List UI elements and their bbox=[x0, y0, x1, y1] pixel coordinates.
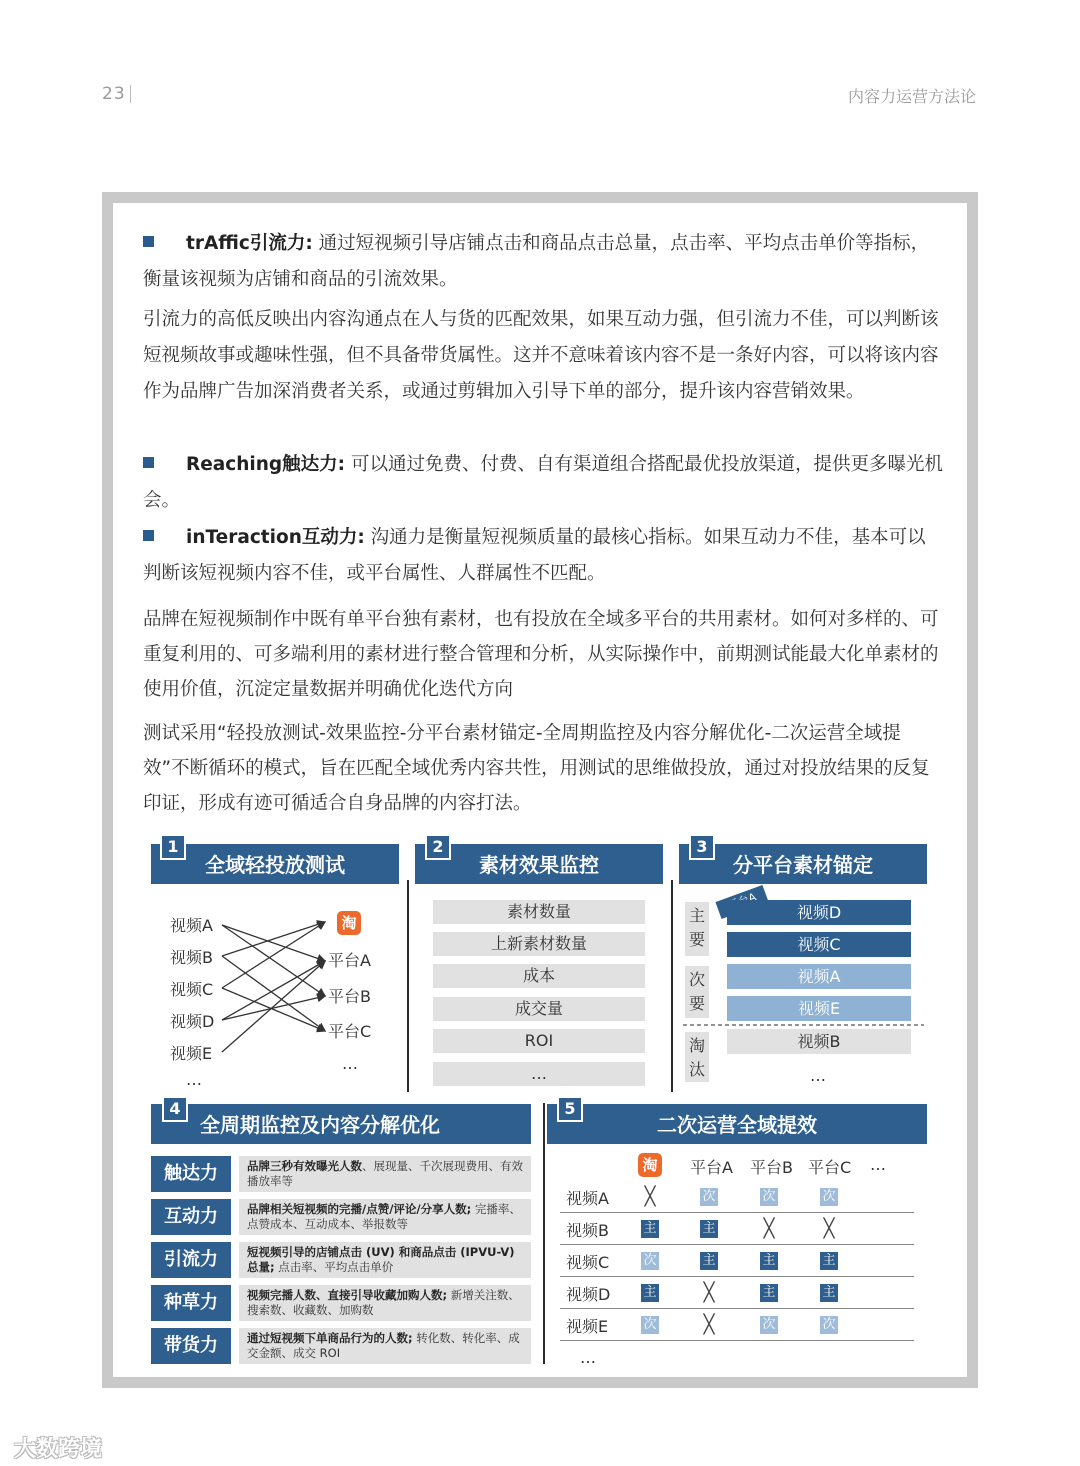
paragraph-1: 引流力的高低反映出内容沟通点在人与货的匹配效果，如果互动力强，但引流力不佳，可以判断该短视频故事或趣味性强，但不具备带货属性。这并不意味着该内容不是一条好内容，可以将该内容作为品牌广告加深消费者关系，或通过剪辑加入引导下单的部分，提升该内容营销效果。 bbox=[143, 309, 939, 402]
panel1-video: 视频E bbox=[170, 1044, 213, 1063]
desc-rest: 转化数、转化率、成交金额、成交 ROI bbox=[247, 1331, 520, 1360]
cross-icon: ╳ bbox=[644, 1186, 656, 1207]
panel1-platform-more: … bbox=[342, 1054, 358, 1073]
panel3-main-item: 视频C bbox=[727, 932, 911, 957]
panel5-row-divider bbox=[560, 1340, 914, 1341]
main-badge: 主 bbox=[641, 1284, 659, 1302]
panel4-label-sales: 带货力 bbox=[151, 1328, 231, 1364]
panel5-row-label: 视频C bbox=[566, 1253, 610, 1272]
panel2-metric: 素材数量 bbox=[433, 900, 645, 924]
panel3-number: 3 bbox=[689, 834, 715, 860]
panel1-platform: 平台A bbox=[328, 951, 371, 970]
main-badge: 主 bbox=[820, 1284, 838, 1302]
panel5-number: 5 bbox=[557, 1096, 583, 1122]
panel4-label-traffic: 引流力 bbox=[151, 1242, 231, 1278]
panel1-title: 全域轻投放测试 bbox=[205, 853, 345, 877]
panel3-header bbox=[679, 844, 927, 884]
paragraph-2: 品牌在短视频制作中既有单平台独有素材，也有投放在全域多平台的共用素材。如何对多样的、可重复利用的、可多端利用的素材进行整合管理和分析，从实际操作中，前期测试能最大化单素材的使用价值，沉淀定量数据并明确优化迭代方向 bbox=[143, 609, 939, 700]
desc-bold: 通过短视频下单商品行为的人数; bbox=[247, 1331, 413, 1345]
panel1-number: 1 bbox=[160, 834, 186, 860]
panel2-title: 素材效果监控 bbox=[479, 853, 599, 877]
secondary-badge: 次 bbox=[820, 1188, 838, 1206]
panel2-metric-more: … bbox=[433, 1062, 645, 1086]
panel4-desc-reach bbox=[239, 1156, 531, 1192]
panel1-video: 视频D bbox=[170, 1012, 215, 1031]
panel3-more: … bbox=[810, 1066, 826, 1085]
panel4-label-reach: 触达力 bbox=[151, 1156, 231, 1192]
panel2-metric: 成交量 bbox=[433, 997, 645, 1021]
secondary-badge: 次 bbox=[700, 1188, 718, 1206]
desc-bold: 短视频引导的店铺点击 (UV) 和商品点击 (IPVU-V) 总量; bbox=[247, 1245, 515, 1274]
panel1-video: 视频C bbox=[170, 980, 214, 999]
main-badge: 主 bbox=[700, 1220, 718, 1238]
secondary-badge: 次 bbox=[760, 1316, 778, 1334]
panel4-desc-traffic bbox=[239, 1242, 531, 1278]
panel5-more: … bbox=[580, 1348, 596, 1367]
panel1-platform: 平台B bbox=[328, 987, 371, 1006]
cross-icon: ╳ bbox=[703, 1314, 715, 1335]
bullet-term: Reaching触达力: bbox=[186, 454, 346, 475]
page-number: 23 bbox=[102, 84, 126, 104]
desc-rest: 、展现量、千次展现费用、有效播放率等 bbox=[247, 1159, 523, 1188]
panel5-col-header: 平台C bbox=[808, 1158, 852, 1177]
secondary-badge: 次 bbox=[641, 1252, 659, 1270]
panel5-row-label: 视频D bbox=[566, 1285, 611, 1304]
panel3-secondary-item: 视频E bbox=[727, 996, 911, 1021]
panel2-metric: 成本 bbox=[433, 964, 645, 988]
main-badge: 主 bbox=[820, 1252, 838, 1270]
panel5-row-label: 视频A bbox=[566, 1189, 609, 1208]
panel4-number: 4 bbox=[162, 1096, 188, 1122]
panel2-header bbox=[415, 844, 663, 884]
panel4-title: 全周期监控及内容分解优化 bbox=[200, 1113, 440, 1137]
panel5-row-divider bbox=[560, 1308, 914, 1309]
panel2-number: 2 bbox=[425, 834, 451, 860]
panel3-main-item: 视频D bbox=[727, 900, 911, 925]
panel3-secondary-label: 次要 bbox=[685, 966, 709, 1018]
paragraph-3: 测试采用“轻投放测试-效果监控-分平台素材锚定-全周期监控及内容分解优化-二次运营全域提效”不断循环的模式，旨在匹配全域优秀内容共性，用测试的思维做投放，通过对投放结果的反复印证，形成有迹可循适合自身品牌的内容打法。 bbox=[143, 723, 930, 814]
panel5-row-divider bbox=[560, 1212, 914, 1213]
main-badge: 主 bbox=[700, 1252, 718, 1270]
panel4-desc-sales bbox=[239, 1328, 531, 1364]
desc-bold: 视频完播人数、直接引导收藏加购人数; bbox=[247, 1288, 448, 1302]
panel4-header bbox=[151, 1104, 531, 1144]
panel1-platform: 平台C bbox=[328, 1022, 372, 1041]
panel5-col-header: 平台B bbox=[750, 1158, 793, 1177]
panel4-label-interaction: 互动力 bbox=[151, 1199, 231, 1235]
taobao-icon: 淘 bbox=[638, 1153, 662, 1177]
secondary-badge: 次 bbox=[760, 1188, 778, 1206]
panel4-desc-interaction bbox=[239, 1199, 531, 1235]
bullet-term: trAffic引流力: bbox=[186, 233, 313, 254]
panel5-row-label: 视频B bbox=[566, 1221, 609, 1240]
cross-icon: ╳ bbox=[703, 1282, 715, 1303]
panel4-label-seeding: 种草力 bbox=[151, 1285, 231, 1321]
panel5-header bbox=[547, 1104, 927, 1144]
panel5-col-header: … bbox=[870, 1155, 886, 1174]
desc-rest: 新增关注数、搜索数、收藏数、加购数 bbox=[247, 1288, 520, 1317]
cross-icon: ╳ bbox=[763, 1218, 775, 1239]
panel1-video: 视频B bbox=[170, 948, 213, 967]
panel3-main-label: 主要 bbox=[685, 902, 709, 956]
bullet-text: 可以通过免费、付费、自有渠道组合搭配最优投放渠道，提供更多曝光机会。 bbox=[143, 454, 943, 511]
panel1-video-more: … bbox=[186, 1070, 202, 1089]
secondary-badge: 次 bbox=[820, 1316, 838, 1334]
panel3-eliminate-label: 淘汰 bbox=[685, 1032, 709, 1082]
main-badge: 主 bbox=[760, 1252, 778, 1270]
panel4-desc-seeding bbox=[239, 1285, 531, 1321]
panel-divider bbox=[671, 880, 673, 1092]
desc-bold: 品牌相关短视频的完播/点赞/评论/分享人数; bbox=[247, 1202, 472, 1216]
panel5-col-header: 平台A bbox=[690, 1158, 733, 1177]
panel3-title: 分平台素材锚定 bbox=[733, 853, 873, 877]
main-badge: 主 bbox=[641, 1220, 659, 1238]
panel1-video: 视频A bbox=[170, 916, 213, 935]
desc-rest: 点击率、平均点击单价 bbox=[274, 1260, 394, 1274]
panel2-metric: 上新素材数量 bbox=[433, 932, 645, 956]
panel5-row-divider bbox=[560, 1244, 914, 1245]
watermark: 大数跨境 bbox=[14, 1437, 103, 1462]
panel5-row-label: 视频E bbox=[566, 1317, 609, 1336]
page-header-title: 内容力运营方法论 bbox=[847, 87, 976, 106]
panel2-metric: ROI bbox=[433, 1029, 645, 1053]
desc-bold: 品牌三秒有效曝光人数 bbox=[247, 1159, 362, 1173]
bullet-text: 通过短视频引导店铺点击和商品点击总量，点击率、平均点击单价等指标，衡量该视频为店铺和商品的引流效果。 bbox=[143, 233, 930, 290]
secondary-badge: 次 bbox=[641, 1316, 659, 1334]
main-badge: 主 bbox=[760, 1284, 778, 1302]
bullet-text: 沟通力是衡量短视频质量的最核心指标。如果互动力不佳，基本可以判断该短视频内容不佳，或平台属性、人群属性不匹配。 bbox=[143, 527, 926, 584]
panel3-secondary-item: 视频A bbox=[727, 964, 911, 989]
desc-rest: 完播率、点赞成本、互动成本、举报数等 bbox=[247, 1202, 521, 1231]
taobao-icon: 淘 bbox=[337, 911, 361, 935]
panel-divider bbox=[407, 880, 409, 1092]
cross-icon: ╳ bbox=[823, 1218, 835, 1239]
panel5-title: 二次运营全域提效 bbox=[657, 1113, 817, 1137]
panel3-eliminated-item: 视频B bbox=[727, 1029, 911, 1054]
bullet-term: inTeraction互动力: bbox=[186, 527, 365, 548]
panel5-row-divider bbox=[560, 1276, 914, 1277]
